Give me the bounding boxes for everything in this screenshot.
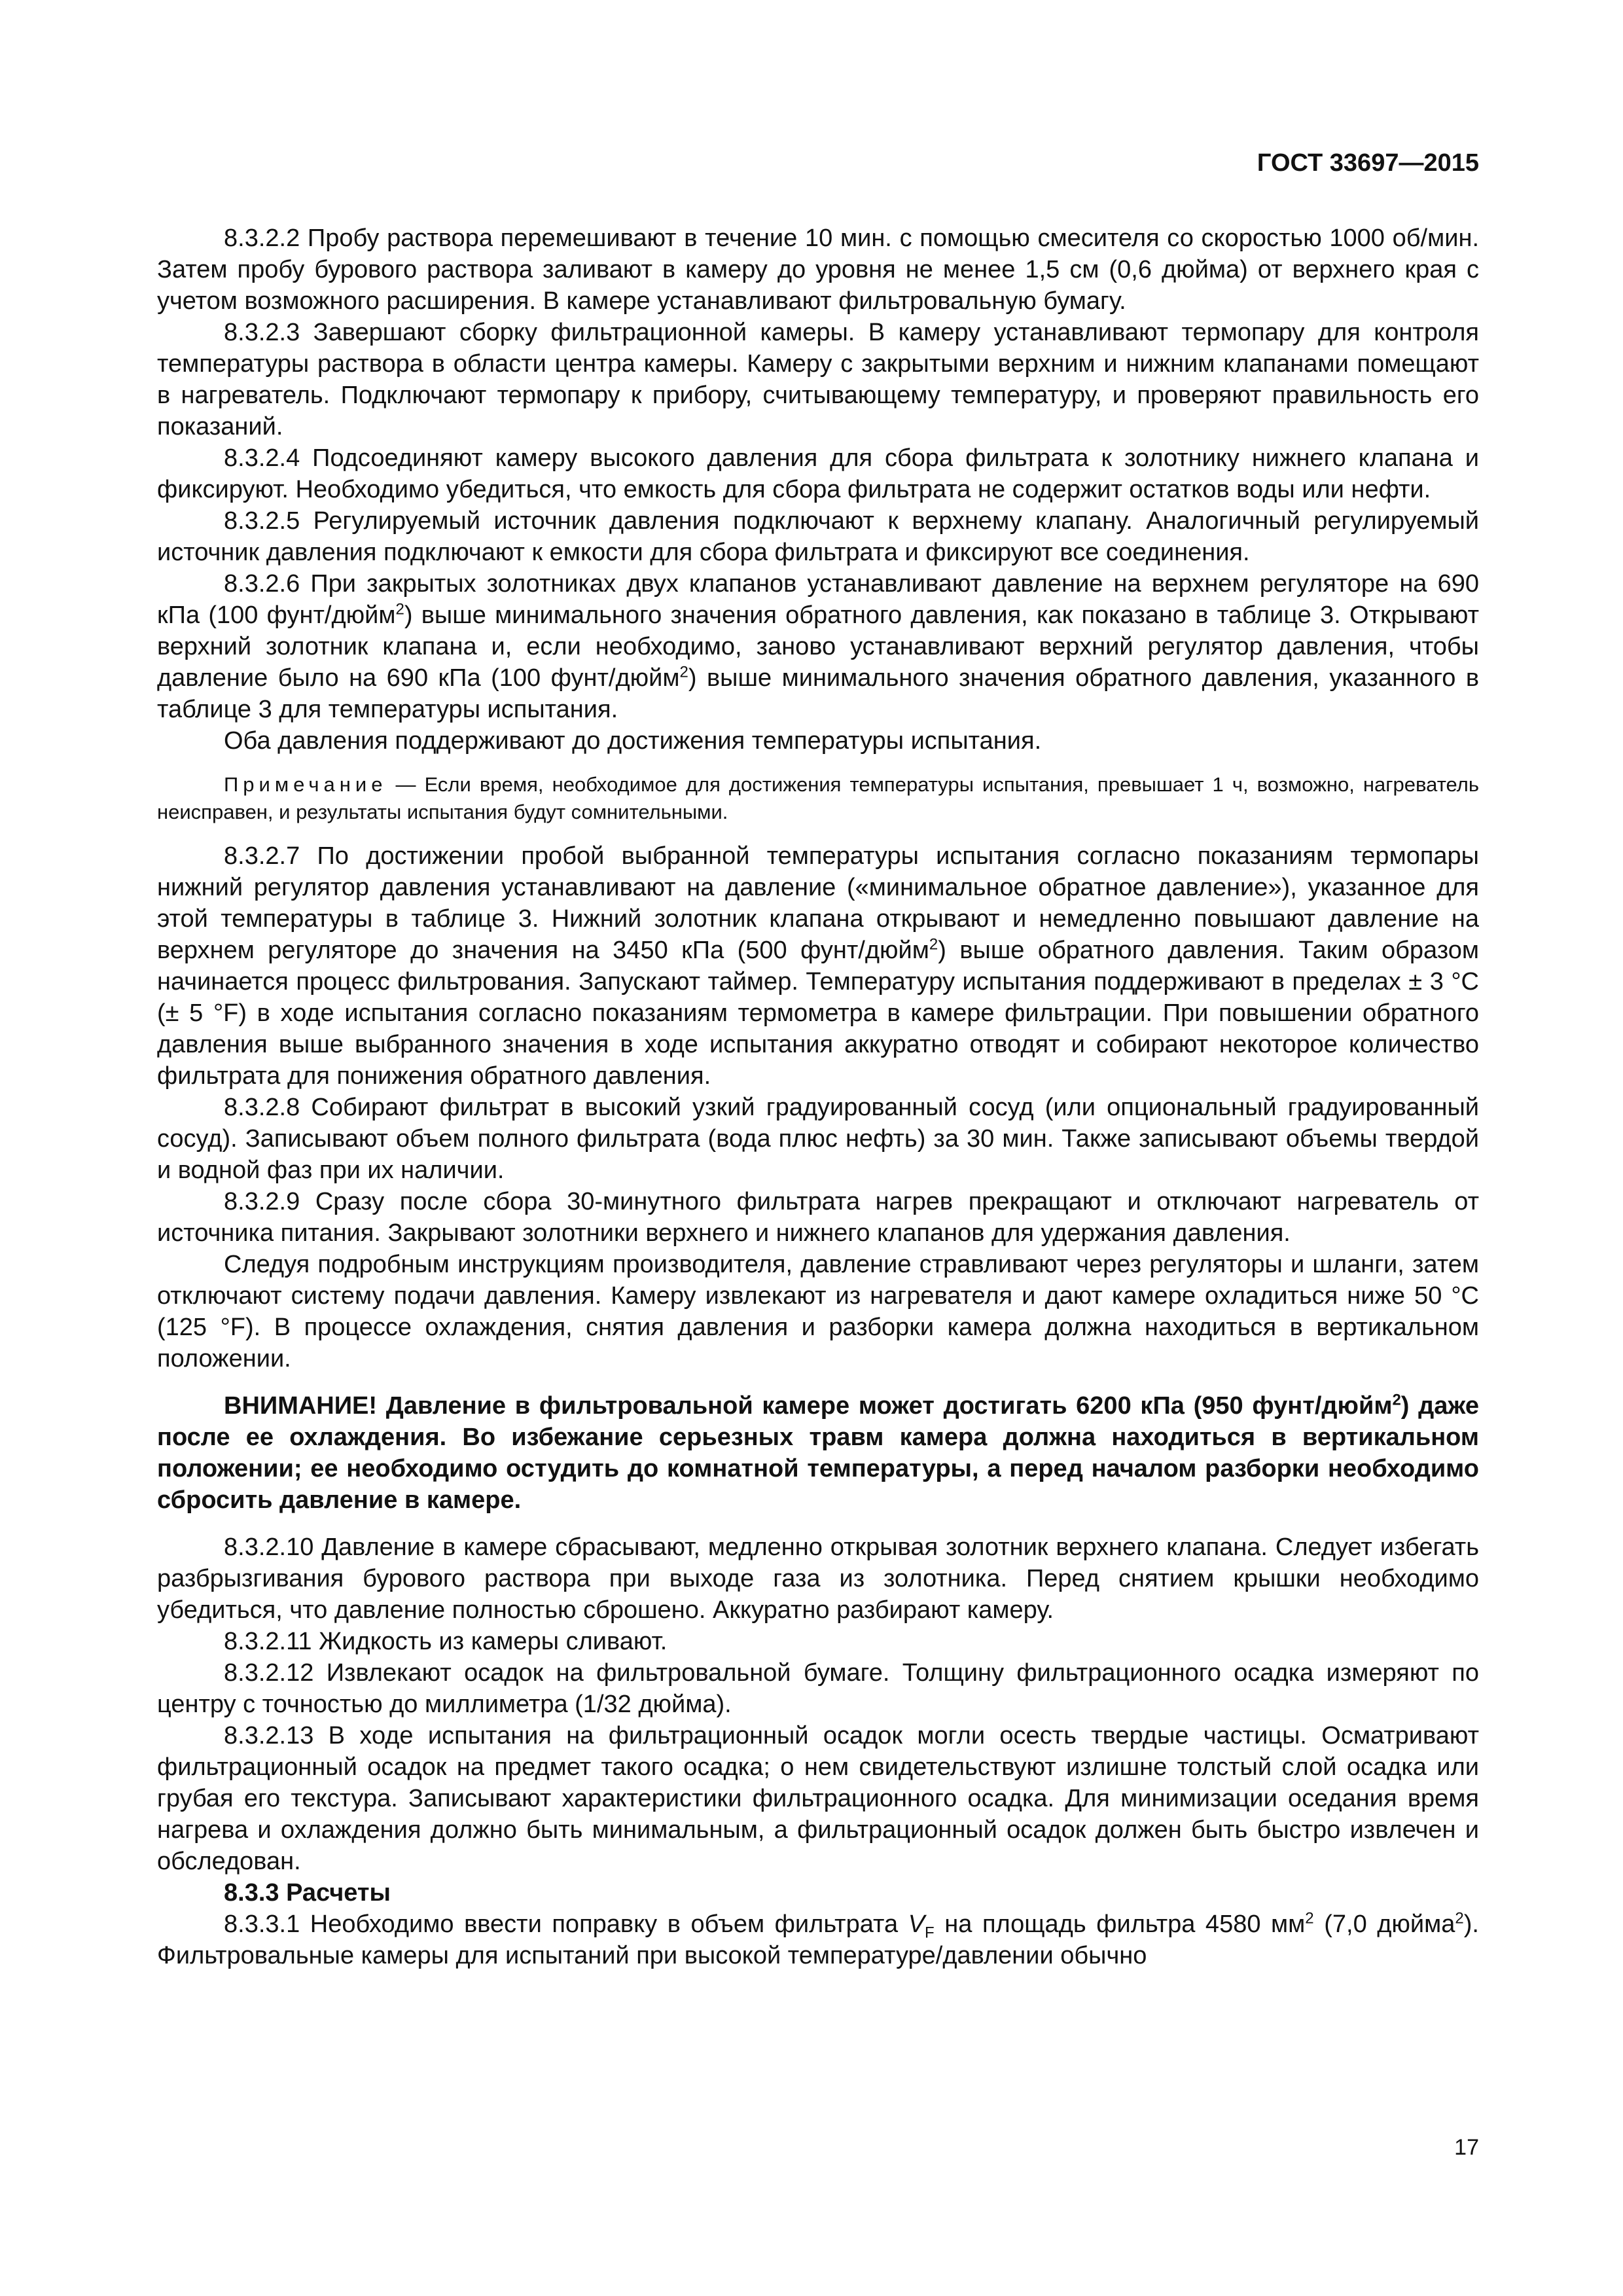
paragraph-8-3-2-7 [157, 840, 1479, 1092]
paragraph-8-3-2-4: 8.3.2.4 Подсоединяют камеру высокого давления для сбора фильтрата к золотнику нижнего клапана и фиксируют. Необходимо убедиться, что емкость для сбора фильтрата не содержит остатков воды или нефти. [157, 444, 1479, 503]
text-fragment: ). Фильтровальные камеры для испытаний при высокой температуре/давлении обычно [157, 1910, 1479, 1969]
superscript: 2 [395, 600, 404, 619]
text-fragment: 8.3.2.6 При закрытых золотниках двух клапанов устанавливают давление на верхнем регуляторе на 690 кПа (100 фунт/дюйм [157, 570, 1479, 629]
paragraph-8-3-2-5: 8.3.2.5 Регулируемый источник давления подключают к верхнему клапану. Аналогичный регулируемый источник давления подключают к емкости для сбора фильтрата и фиксируют все соединения. [157, 507, 1479, 566]
subscript: F [925, 1924, 935, 1942]
paragraph-both-pressures: Оба давления поддерживают до достижения температуры испытания. [224, 727, 1042, 755]
paragraph-8-3-2-2: 8.3.2.2 Пробу раствора перемешивают в течение 10 мин. с помощью смесителя со скоростью 1000 об/мин. Затем пробу бурового раствора заливают в камеру до уровня не менее 1,5 см (0,6 дюйма) от верхнего края с учетом возможного расширения. В камере устанавливают фильтровальную бумагу. [157, 224, 1479, 315]
superscript: 2 [1392, 1391, 1401, 1409]
paragraph-8-3-2-11: 8.3.2.11 Жидкость из камеры сливают. [224, 1628, 668, 1655]
note-label: Примечание [224, 773, 387, 796]
document-code: ГОСТ 33697—2015 [1257, 149, 1479, 177]
paragraph-8-3-2-10: 8.3.2.10 Давление в камере сбрасывают, медленно открывая золотник верхнего клапана. Следует избегать разбрызгивания бурового раствора при выходе газа из золотника. Перед снятием крышки необходимо убедиться, что давление полностью сброшено. Аккуратно разбирают камеру. [157, 1534, 1479, 1624]
superscript: 2 [929, 935, 938, 954]
superscript: 2 [679, 663, 688, 681]
superscript: 2 [1455, 1909, 1464, 1928]
page-number: 17 [1454, 2135, 1479, 2160]
text-fragment: ) выше минимального значения обратного давления, указанного в таблице 3 для температуры испытания. [157, 664, 1480, 723]
text-fragment: 8.3.2.7 По достижении пробой выбранной температуры испытания согласно показаниям термопары нижний регулятор давления устанавливают на давление («минимальное обратное давление»), указанное для этой температуры в таблице 3. Нижний золотник клапана открывают и немедленно повышают давление на верхнем регуляторе до значения на 3450 кПа (500 фунт/дюйм [157, 842, 1479, 964]
paragraph-8-3-2-12: 8.3.2.12 Извлекают осадок на фильтровальной бумаге. Толщину фильтрационного осадка измеряют по центру с точностью до миллиметра (1/32 дюйма). [157, 1659, 1479, 1718]
page-body [157, 223, 1479, 1971]
note-text: — Если время, необходимое для достижения температуры испытания, превышает 1 ч, возможно, нагреватель неисправен, и результаты испытания будут сомнительными. [157, 773, 1479, 823]
superscript: 2 [1305, 1909, 1314, 1928]
text-fragment: ВНИМАНИЕ! Давление в фильтровальной камере может достигать 6200 кПа (950 фунт/дюйм [224, 1392, 1393, 1420]
paragraph-8-3-2-8: 8.3.2.8 Собирают фильтрат в высокий узкий градуированный сосуд (или опциональный градуированный сосуд). Записывают объем полного фильтрата (вода плюс нефть) за 30 мин. Также записывают объемы твердой и водной фаз при их наличии. [157, 1094, 1479, 1184]
paragraph-8-3-2-13: 8.3.2.13 В ходе испытания на фильтрационный осадок могли осесть твердые частицы. Осматривают фильтрационный осадок на предмет такого осадка; о нем свидетельствуют излишне толстый слой осадка или грубая его текстура. Записывают характеристики фильтрационного осадка. Для минимизации оседания время нагрева и охлаждения должно быть минимальным, а фильтрационный осадок должен быть быстро извлечен и обследован. [157, 1722, 1479, 1875]
text-fragment: (7,0 дюйма [1313, 1910, 1455, 1938]
text-fragment: на площадь фильтра 4580 мм [934, 1910, 1306, 1938]
paragraph-8-3-2-3: 8.3.2.3 Завершают сборку фильтрационной камеры. В камеру устанавливают термопару для контроля температуры раствора в области центра камеры. Камеру с закрытыми верхним и нижним клапанами помещают в нагреватель. Подключают термопару к прибору, считывающему температуру, и проверяют правильность его показаний. [157, 319, 1479, 440]
variable-v: V [908, 1910, 925, 1938]
text-fragment: ) даже после ее охлаждения. Во избежание серьезных травм камера должна находиться в вертикальном положении; ее необходимо остудить до комнатной температуры, а перед началом разборки необходимо сбросить давление в камере. [157, 1392, 1479, 1514]
paragraph-following-instructions: Следуя подробным инструкциям производителя, давление стравливают через регуляторы и шланги, затем отключают систему подачи давления. Камеру извлекают из нагревателя и дают камере охладиться ниже 50 °С (125 °F). В процессе охлаждения, снятия давления и разборки камера должна находиться в вертикальном положении. [157, 1251, 1479, 1372]
paragraph-8-3-2-6 [157, 568, 1479, 725]
paragraph-8-3-3-1 [157, 1909, 1479, 1971]
section-heading-8-3-3: 8.3.3 Расчеты [224, 1879, 391, 1907]
paragraph-8-3-2-9: 8.3.2.9 Сразу после сбора 30-минутного фильтрата нагрев прекращают и отключают нагреватель от источника питания. Закрывают золотники верхнего и нижнего клапанов для удержания давления. [157, 1188, 1479, 1247]
text-fragment: ) выше минимального значения обратного давления, как показано в таблице 3. Открывают верхний золотник клапана и, если необходимо, заново устанавливают верхний регулятор давления, чтобы давление было на 690 кПа (100 фунт/дюйм [157, 601, 1479, 692]
text-fragment: ) выше обратного давления. Таким образом начинается процесс фильтрования. Запускают таймер. Температуру испытания поддерживают в пределах ± 3 °С (± 5 °F) в ходе испытания согласно показаниям термометра в камере фильтрации. При повышении обратного давления выше выбранного значения в ходе испытания аккуратно отводят и собирают некоторое количество фильтрата для понижения обратного давления. [157, 937, 1479, 1090]
text-fragment: 8.3.3.1 Необходимо ввести поправку в объем фильтрата [224, 1910, 908, 1938]
note [157, 771, 1479, 826]
warning-block [157, 1390, 1479, 1516]
